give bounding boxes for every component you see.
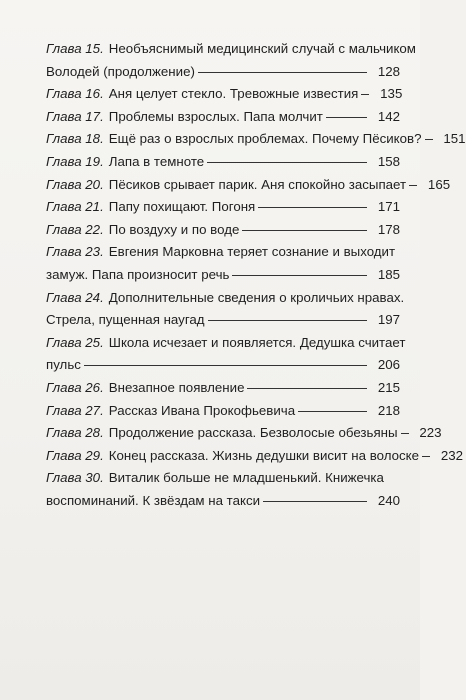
toc-line bbox=[46, 287, 405, 310]
toc-entry bbox=[46, 174, 451, 197]
chapter-title: Аня целует стекло. Тревожные известия bbox=[108, 86, 359, 102]
toc-entry bbox=[46, 106, 400, 129]
chapter-title: Дополнительные сведения о кроличьих нравах. bbox=[108, 289, 405, 305]
leader-line bbox=[242, 230, 367, 231]
chapter-label: Глава 30. bbox=[46, 470, 104, 486]
chapter-label: Глава 27. bbox=[46, 402, 104, 418]
page-number: 185 bbox=[377, 266, 400, 282]
toc-entry bbox=[46, 196, 400, 219]
chapter-title: Стрела, пущенная наугад bbox=[46, 312, 205, 328]
chapter-label: Глава 25. bbox=[46, 334, 104, 350]
chapter-label: Глава 22. bbox=[46, 221, 104, 237]
leader-line bbox=[208, 320, 367, 321]
page-number: 223 bbox=[419, 425, 442, 441]
leader-line bbox=[84, 365, 367, 366]
table-of-contents bbox=[46, 38, 466, 512]
page-number: 178 bbox=[377, 221, 400, 237]
leader-line bbox=[258, 207, 367, 208]
toc-entry bbox=[46, 377, 400, 400]
chapter-title: пульс bbox=[46, 357, 81, 373]
toc-line bbox=[46, 422, 442, 445]
toc-line bbox=[46, 490, 400, 513]
page-number: 165 bbox=[427, 176, 451, 192]
leader-line bbox=[401, 433, 409, 434]
toc-line bbox=[46, 400, 400, 423]
chapter-title: Володей (продолжение) bbox=[46, 63, 195, 79]
toc-line bbox=[46, 219, 400, 242]
toc-line bbox=[46, 61, 400, 84]
toc-line bbox=[46, 332, 406, 355]
toc-line bbox=[46, 445, 464, 468]
toc-line bbox=[46, 309, 400, 332]
page-number: 197 bbox=[377, 312, 400, 328]
chapter-title: Проблемы взрослых. Папа молчит bbox=[108, 108, 323, 124]
toc-line bbox=[46, 174, 451, 197]
chapter-label: Глава 23. bbox=[46, 244, 104, 260]
toc-line bbox=[46, 377, 400, 400]
chapter-label: Глава 21. bbox=[46, 199, 104, 215]
chapter-title: Конец рассказа. Жизнь дедушки висит на волоске bbox=[108, 447, 420, 463]
chapter-title: По воздуху и по воде bbox=[108, 221, 240, 237]
chapter-title: Ещё раз о взрослых проблемах. Почему Пёсиков? bbox=[108, 131, 422, 147]
page-number: 128 bbox=[377, 63, 400, 79]
toc-line bbox=[46, 264, 400, 287]
page-number: 171 bbox=[377, 199, 400, 215]
chapter-title: Пёсиков срывает парик. Аня спокойно засыпает bbox=[108, 176, 407, 192]
page-number: 135 bbox=[380, 86, 403, 102]
page-number: 240 bbox=[377, 492, 400, 508]
toc-entry bbox=[46, 83, 403, 106]
chapter-label: Глава 17. bbox=[46, 108, 104, 124]
chapter-title: Папу похищают. Погоня bbox=[108, 199, 256, 215]
page-number: 215 bbox=[377, 379, 400, 395]
chapter-title: Евгения Марковна теряет сознание и выходит bbox=[108, 244, 396, 260]
chapter-title: замуж. Папа произносит речь bbox=[46, 266, 230, 282]
leader-line bbox=[409, 185, 417, 186]
toc-line bbox=[46, 354, 400, 377]
toc-entry bbox=[46, 151, 400, 174]
toc-entry bbox=[46, 128, 466, 151]
chapter-label: Глава 29. bbox=[46, 447, 104, 463]
page-number: 206 bbox=[377, 357, 400, 373]
toc-entry bbox=[46, 422, 442, 445]
toc-entry bbox=[46, 241, 400, 286]
toc-entry bbox=[46, 332, 406, 377]
chapter-label: Глава 20. bbox=[46, 176, 104, 192]
toc-line bbox=[46, 38, 416, 61]
leader-line bbox=[247, 388, 367, 389]
chapter-title: Школа исчезает и появляется. Дедушка считает bbox=[108, 334, 406, 350]
chapter-label: Глава 16. bbox=[46, 86, 104, 102]
toc-line bbox=[46, 467, 400, 490]
chapter-title: Внезапное появление bbox=[108, 379, 245, 395]
chapter-title: Виталик больше не младшенький. Книжечка bbox=[108, 470, 384, 486]
toc-line bbox=[46, 151, 400, 174]
toc-entry bbox=[46, 467, 400, 512]
page-number: 142 bbox=[377, 108, 400, 124]
toc-entry bbox=[46, 38, 416, 83]
chapter-title: Необъяснимый медицинский случай с мальчиком bbox=[108, 41, 416, 56]
chapter-title: Продолжение рассказа. Безволосые обезьяны bbox=[108, 425, 398, 441]
chapter-label: Глава 26. bbox=[46, 379, 104, 395]
page-number: 232 bbox=[440, 447, 464, 463]
leader-line bbox=[207, 162, 367, 163]
chapter-label: Глава 15. bbox=[46, 41, 104, 56]
toc-entry bbox=[46, 287, 405, 332]
leader-line bbox=[425, 139, 433, 140]
leader-line bbox=[263, 501, 367, 502]
leader-line bbox=[361, 94, 369, 95]
leader-line bbox=[298, 411, 367, 412]
toc-line bbox=[46, 83, 403, 106]
leader-line bbox=[422, 456, 430, 457]
chapter-label: Глава 18. bbox=[46, 131, 104, 147]
toc-entry bbox=[46, 445, 464, 468]
page-number: 218 bbox=[377, 402, 400, 418]
toc-line bbox=[46, 106, 400, 129]
toc-entry bbox=[46, 219, 400, 242]
toc-line bbox=[46, 241, 400, 264]
leader-line bbox=[326, 117, 367, 118]
leader-line bbox=[198, 72, 367, 73]
chapter-label: Глава 28. bbox=[46, 425, 104, 441]
chapter-label: Глава 19. bbox=[46, 153, 104, 169]
chapter-title: Лапа в темноте bbox=[108, 153, 205, 169]
chapter-title: воспоминаний. К звёздам на такси bbox=[46, 492, 261, 508]
leader-line bbox=[232, 275, 367, 276]
page-number: 151 bbox=[443, 131, 466, 147]
chapter-title: Рассказ Ивана Прокофьевича bbox=[108, 402, 296, 418]
toc-line bbox=[46, 128, 466, 151]
toc-entry bbox=[46, 400, 400, 423]
chapter-label: Глава 24. bbox=[46, 289, 104, 305]
toc-line bbox=[46, 196, 400, 219]
page-number: 158 bbox=[377, 153, 400, 169]
